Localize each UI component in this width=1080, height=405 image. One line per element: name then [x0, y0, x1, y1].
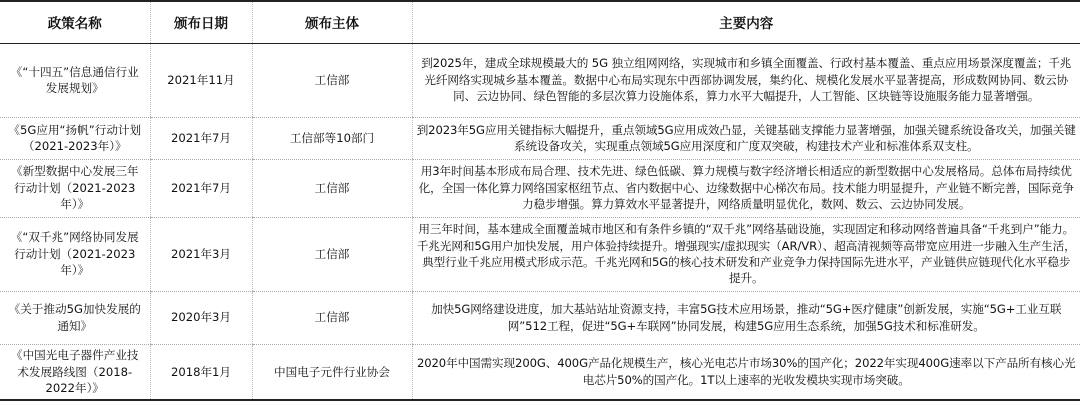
header-issue-date: 颁布日期 — [150, 1, 252, 43]
policy-name-cell: 《新型数据中心发展三年行动计划（2021-2023年）》 — [0, 159, 150, 217]
policy-name-cell: 《“双千兆”网络协同发展行动计划（2021-2023年）》 — [0, 217, 150, 291]
header-main-content: 主要内容 — [412, 1, 1080, 43]
issuer-cell: 工信部 — [252, 291, 412, 344]
issue-date-cell: 2018年1月 — [150, 344, 252, 400]
main-content-cell: 到2025年，建成全球规模最大的 5G 独立组网网络，实现城市和乡镇全面覆盖、行政村基本覆盖、重点应用场景深度覆盖；千兆光纤网络实现城乡基本覆盖。数据中心布局实现东中西部协调发展，集约化、规模化发展水平显著提高，形成数网协同、数云协同、云边协同、绿色智能的多层次算力设施体系，算力水平大幅提升，人工智能、区块链等设施服务能力显著增强。 — [412, 43, 1080, 117]
policy-name-cell: 《5G应用“扬帆”行动计划（2021-2023年）》 — [0, 117, 150, 159]
issuer-cell: 工信部 — [252, 217, 412, 291]
header-row — [0, 1, 1080, 43]
policy-name-cell: 《关于推动5G加快发展的通知》 — [0, 291, 150, 344]
table-row — [0, 344, 1080, 400]
header-issuer: 颁布主体 — [252, 1, 412, 43]
issue-date-cell: 2021年3月 — [150, 217, 252, 291]
main-content-cell: 到2023年5G应用关键指标大幅提升，重点领域5G应用成效凸显，关键基础支撑能力显著增强，加强关键系统设备攻关，加强关键系统设备攻关，实现重点领域5G应用深度和广度双突破，构建技术产业和标准体系双支柱。 — [412, 117, 1080, 159]
issue-date-cell: 2021年11月 — [150, 43, 252, 117]
policy-name-cell: 《中国光电子器件产业技术发展路线图（2018-2022年）》 — [0, 344, 150, 400]
header-policy-name: 政策名称 — [0, 1, 150, 43]
issue-date-cell: 2020年3月 — [150, 291, 252, 344]
issuer-cell: 工信部等10部门 — [252, 117, 412, 159]
table-row — [0, 159, 1080, 217]
issue-date-cell: 2021年7月 — [150, 117, 252, 159]
table-row — [0, 43, 1080, 117]
issue-date-cell: 2021年7月 — [150, 159, 252, 217]
issuer-cell: 工信部 — [252, 159, 412, 217]
table-row — [0, 117, 1080, 159]
table-body — [0, 43, 1080, 400]
table-row — [0, 291, 1080, 344]
main-content-cell: 用三年时间，基本建成全面覆盖城市地区和有条件乡镇的“双千兆”网络基础设施，实现固定和移动网络普遍具备“千兆到户”能力。千兆光网和5G用户加快发展，用户体验持续提升。增强现实/虚拟现实（AR/VR）、超高清视频等高带宽应用进一步融入生产生活，典型行业千兆应用模式形成示范。千兆光网和5G的核心技术研发和产业竞争力保持国际先进水平，产业链供应链现代化水平稳步提升。 — [412, 217, 1080, 291]
issuer-cell: 工信部 — [252, 43, 412, 117]
policy-name-cell: 《“十四五”信息通信行业发展规划》 — [0, 43, 150, 117]
table-row — [0, 217, 1080, 291]
main-content-cell: 2020年中国需实现200G、400G产品化规模生产，核心光电芯片市场30%的国产化；2022年实现400G速率以下产品所有核心光电芯片50%的国产化。1T以上速率的光收发模块实现市场突破。 — [412, 344, 1080, 400]
main-content-cell: 加快5G网络建设进度，加大基站站址资源支持，丰富5G技术应用场景，推动“5G+医疗健康”创新发展，实施“5G+工业互联网”512工程，促进“5G+车联网”协同发展，构建5G应用生态系统，加强5G技术和标准研发。 — [412, 291, 1080, 344]
table-header — [0, 1, 1080, 43]
issuer-cell: 中国电子元件行业协会 — [252, 344, 412, 400]
main-content-cell: 用3年时间基本形成布局合理、技术先进、绿色低碳、算力规模与数字经济增长相适应的新型数据中心发展格局。总体布局持续优化，全国一体化算力网络国家枢纽节点、省内数据中心、边缘数据中心梯次布局。技术能力明显提升，产业链不断完善，国际竞争力稳步增强。算力算效水平显著提升，网络质量明显优化，数网、数云、云边协同发展。 — [412, 159, 1080, 217]
